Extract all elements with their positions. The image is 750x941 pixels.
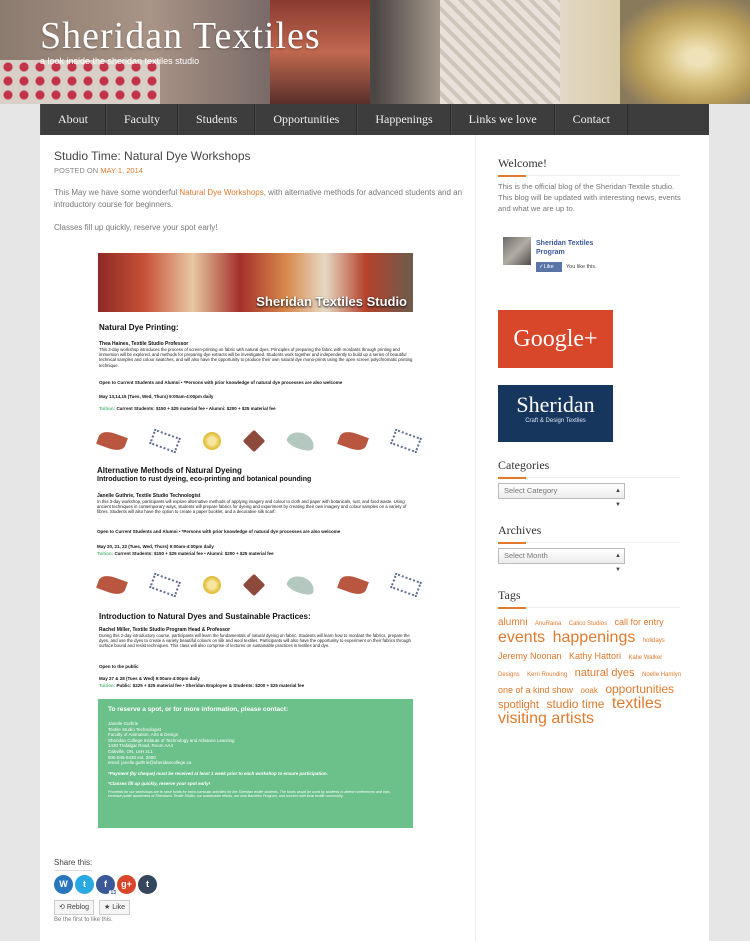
tumblr-share-icon[interactable]: t [138,875,157,894]
tag-link[interactable]: spotlight [498,699,539,711]
category-select[interactable] [498,483,625,508]
workshop-description: In this 3-day workshop, participants will explore alternative methods of applying imagery and colour to cloth and paper with botanicals, rust, and food waste. Using ancient techniques in contemporary ways, students will prepare fabrics for dyeing and experiment by creating their own imagery and colour samples on a variety of fibres. Students will also have the option to create a paper booklet, and a decorative silk scarf. [97,499,407,515]
workshop-subheading: Introduction to rust dyeing, eco-printing and botanical pounding [97,476,312,483]
fill-note: *Classes fill up quickly, reserve your spot early! [108,780,211,786]
archives-title: Archives [498,523,542,537]
facebook-like-button[interactable] [536,262,562,272]
header-photo [0,60,160,104]
nav-item-happenings[interactable]: Happenings [357,104,450,135]
facebook-page-thumbnail[interactable] [503,237,531,265]
tag-cloud [498,614,686,725]
widget-underline [498,607,680,608]
tag-link[interactable]: happenings [552,629,636,646]
like-button[interactable] [99,900,130,915]
payment-note: *Payment (by cheque) must be received at least 1 week prior to each workshop to ensure participation. [108,770,328,776]
tuition-label: Tuition: [99,683,116,688]
fern-illustration [149,573,181,598]
facebook-share-icon[interactable]: f 13 [96,875,115,894]
checkmark-icon: ✓ [539,264,544,270]
post-meta [54,166,143,175]
categories-title: Categories [498,458,550,472]
workshop-dates: May 27 & 28 (Tues & Wed) 9:00am-4:00pm daily [99,676,200,681]
widget-underline [498,175,680,176]
workshop-heading: Alternative Methods of Natural Dyeing [97,466,242,475]
archive-select[interactable] [498,548,625,573]
share-heading: Share this: [54,858,92,871]
tag-link[interactable]: AnuRaina [534,621,562,627]
column-divider [475,135,476,941]
facebook-page-name[interactable]: Sheridan Textiles Program [536,240,594,256]
tuition-text: Current Students: $150 + $25 material fee • Alumni: $200 + $25 material fee [116,406,276,411]
tag-link[interactable]: Noelle Hamlyn [642,672,682,678]
sheridan-subtitle: Craft & Design Textiles [525,418,586,424]
workshop-flyer [90,248,430,838]
header-photo [620,0,750,104]
like-label: Like [112,904,126,911]
workshop-heading: Introduction to Natural Dyes and Sustainable Practices: [99,612,311,621]
contact-email: email: janelle.guthrie@sheridancollege.ca [108,760,192,766]
contact-line: 905-845-9430 ext. 2600 [108,754,156,760]
flyer-banner-title: Sheridan Textiles Studio [256,294,407,309]
facebook-like-status: You like this. [566,264,597,270]
tag-link[interactable]: alumni [498,617,528,628]
workshop-eligibility: Open to the public [99,664,139,669]
tag-link[interactable]: call for entry [614,617,664,627]
workshop-dates: May 13,14,15 (Tues, Wed, Thurs) 9:00am-4:00pm daily [99,394,214,399]
twitter-share-icon[interactable]: t [75,875,94,894]
fern-illustration [390,429,422,454]
nav-item-students[interactable]: Students [178,104,255,135]
workshop-description: During this 2-day introductory course, participants will learn the fundamentals of natural dyeing on fabric. Students will learn how to mordant the fabrics, prepare the dyes, and use the dyes to create a variety beautiful colours on silk and wool textiles. Participants will also have the opportunity to experiment on their fabrics through surface bound and resist techniques. This class will also comprise of lectures on sustainable practices in textiles and dye. [99,633,411,649]
workshop-tuition [99,406,276,411]
sheridan-logo-link[interactable] [498,385,613,442]
citrus-illustration [203,576,221,594]
leaf-illustration-row [98,570,420,600]
contact-line: Janelle Guthrie [108,721,139,726]
tuition-text: Public: $225 + $25 material fee • Sheridan Employee & Students: $200 + $25 material fee [116,683,305,688]
post-date-link[interactable]: MAY 1, 2014 [100,166,143,175]
workshop-eligibility: Open to Current Students and Alumni • *Persons with prior knowledge of natural dye processes are also welcome [99,380,343,385]
tag-link[interactable]: Kathy Hattori [569,651,622,661]
site-tagline: a look inside the sheridan textiles studio [40,56,200,66]
tuition-label: Tuition: [99,406,116,411]
workshop-tuition [97,551,274,556]
facebook-share-count: 13 [110,890,116,896]
sheridan-name: Sheridan [516,392,595,417]
contact-line: Textile Studio Technologist [108,726,161,732]
site-title[interactable]: Sheridan Textiles [40,15,321,57]
reblog-button[interactable] [54,900,94,915]
tag-link[interactable]: opportunities [605,682,675,696]
contact-line: Sheridan College Institute of Technology and Advance Learning [108,737,235,743]
category-select-value: Select Category [504,486,558,495]
widget-underline [498,477,680,478]
flyer-banner [98,253,413,312]
tag-link[interactable]: events [498,629,546,646]
select-arrows-icon: ▲ ▼ [615,488,621,508]
google-plus-badge[interactable]: Google+ [498,310,613,368]
leaf-illustration [96,429,128,454]
widget-underline [498,542,680,543]
workshops-link[interactable]: Natural Dye Workshops [179,188,264,197]
workshop-instructor: Rachel Miller, Textile Studio Program Head & Professor [99,627,231,633]
leaf-illustration-row [98,426,420,456]
workshop-tuition [99,683,304,688]
workshop-description: This 3-day workshop introduces the process of screen-printing on fabric with natural dyes. Principles of preparing the fabric with mordants through printing and immersion will be explored, and methods for preparing dye extracts will be investigated. Students work together and independently to build up a series of beautiful technical samples and colour swatches, and will also have the opportunity to produce their own natural dye mono-prints using the open screen polychromatic printing technique. [99,347,413,368]
select-arrows-icon: ▲ ▼ [615,553,621,573]
facebook-like-label: Like [543,264,554,270]
workshop-instructor: Janelle Guthrie, Textile Studio Technologist [97,493,201,499]
posted-on-label: POSTED ON [54,166,99,175]
tag-link[interactable]: ooak [580,686,598,695]
proceeds-note: Proceeds for our workshops are to raise funds for extra curricular activities for the Sheridan textile students. The funds would be used by students to attend conferences and trips, increase public awareness of Sheridan's Textile Studio, our sustainable efforts, our new Bachelor Program, and connect with local textile community. [108,789,391,799]
post-paragraph [54,187,464,211]
tag-link[interactable]: holidays [642,638,665,644]
post-text: This May we have some wonderful [54,188,180,197]
workshop-heading: Natural Dye Printing: [99,323,179,332]
citrus-illustration [203,432,221,450]
leaf-illustration [96,573,128,598]
page-content [40,135,709,941]
reblog-label: Reblog [66,904,89,911]
tag-link[interactable]: Jeremy Noonan [498,651,562,661]
post-text: , with alternative methods for advanced students and an introductory course for beginners. [54,188,463,209]
contact-heading: To reserve a spot, or for more information, please contact: [108,706,289,713]
tag-link[interactable]: Calico Studios [568,621,608,627]
contact-box [98,699,413,828]
tuition-label: Tuition: [97,551,114,556]
fern-illustration [390,573,422,598]
tag-link[interactable]: natural dyes [574,667,635,679]
workshop-instructor: Thea Haines, Textile Studio Professor [99,341,189,347]
leaf-illustration [243,574,266,597]
nav-item-about[interactable]: About [40,104,106,135]
fern-illustration [149,429,181,454]
site-header [0,0,750,104]
tuition-text: Current Students: $150 + $25 material fee • Alumni: $200 + $25 material fee [114,551,274,556]
leaf-illustration [285,573,317,598]
archive-select-value: Select Month [504,551,548,560]
post-title[interactable]: Studio Time: Natural Dye Workshops [54,149,251,163]
leaf-illustration [285,429,317,454]
wordpress-share-icon[interactable]: W [54,875,73,894]
workshop-dates: May 20, 21, 22 (Tues, Wed, Thurs) 9:00am-4:00pm daily [97,544,214,549]
first-to-like: Be the first to like this. [54,917,113,923]
leaf-illustration [243,430,266,453]
googleplus-share-icon[interactable]: g+ [117,875,136,894]
header-photo [440,0,560,104]
nav-item-links[interactable]: Links we love [451,104,555,135]
tags-title: Tags [498,588,521,602]
tag-link[interactable]: textiles [611,695,662,712]
post-paragraph: Classes fill up quickly, reserve your spot early! [54,223,218,232]
facebook-like-box [503,237,623,269]
nav-item-faculty[interactable]: Faculty [106,104,178,135]
tag-link[interactable]: Katie Walker Designs [498,655,663,678]
welcome-title: Welcome! [498,156,548,170]
tag-link[interactable]: studio time [546,697,605,711]
reblog-icon: ⟲ [59,904,67,911]
welcome-text: This is the official blog of the Sheridan Textile studio. This blog will be updated with interesting news, events and what we are up to. [498,182,681,213]
tag-link[interactable]: one of a kind show [498,685,574,695]
leaf-illustration [337,573,369,598]
contact-line: 1430 Trafalgar Road, Room AA4 [108,743,174,749]
tag-link[interactable]: Kerri Rounding [527,672,568,678]
nav-item-contact[interactable]: Contact [555,104,628,135]
tag-link[interactable]: visiting artists [498,710,595,727]
leaf-illustration [337,429,369,454]
contact-line: Oakville, ON, L6H 2L1 [108,748,153,754]
contact-line: Faculty of Animation, Arts & Design [108,732,179,738]
main-nav [40,104,709,135]
nav-item-opportunities[interactable]: Opportunities [255,104,357,135]
workshop-eligibility: Open to Current Students and Alumni • *Persons with prior knowledge of natural dye processes are also welcome [97,529,341,534]
star-icon: ★ [104,904,113,911]
